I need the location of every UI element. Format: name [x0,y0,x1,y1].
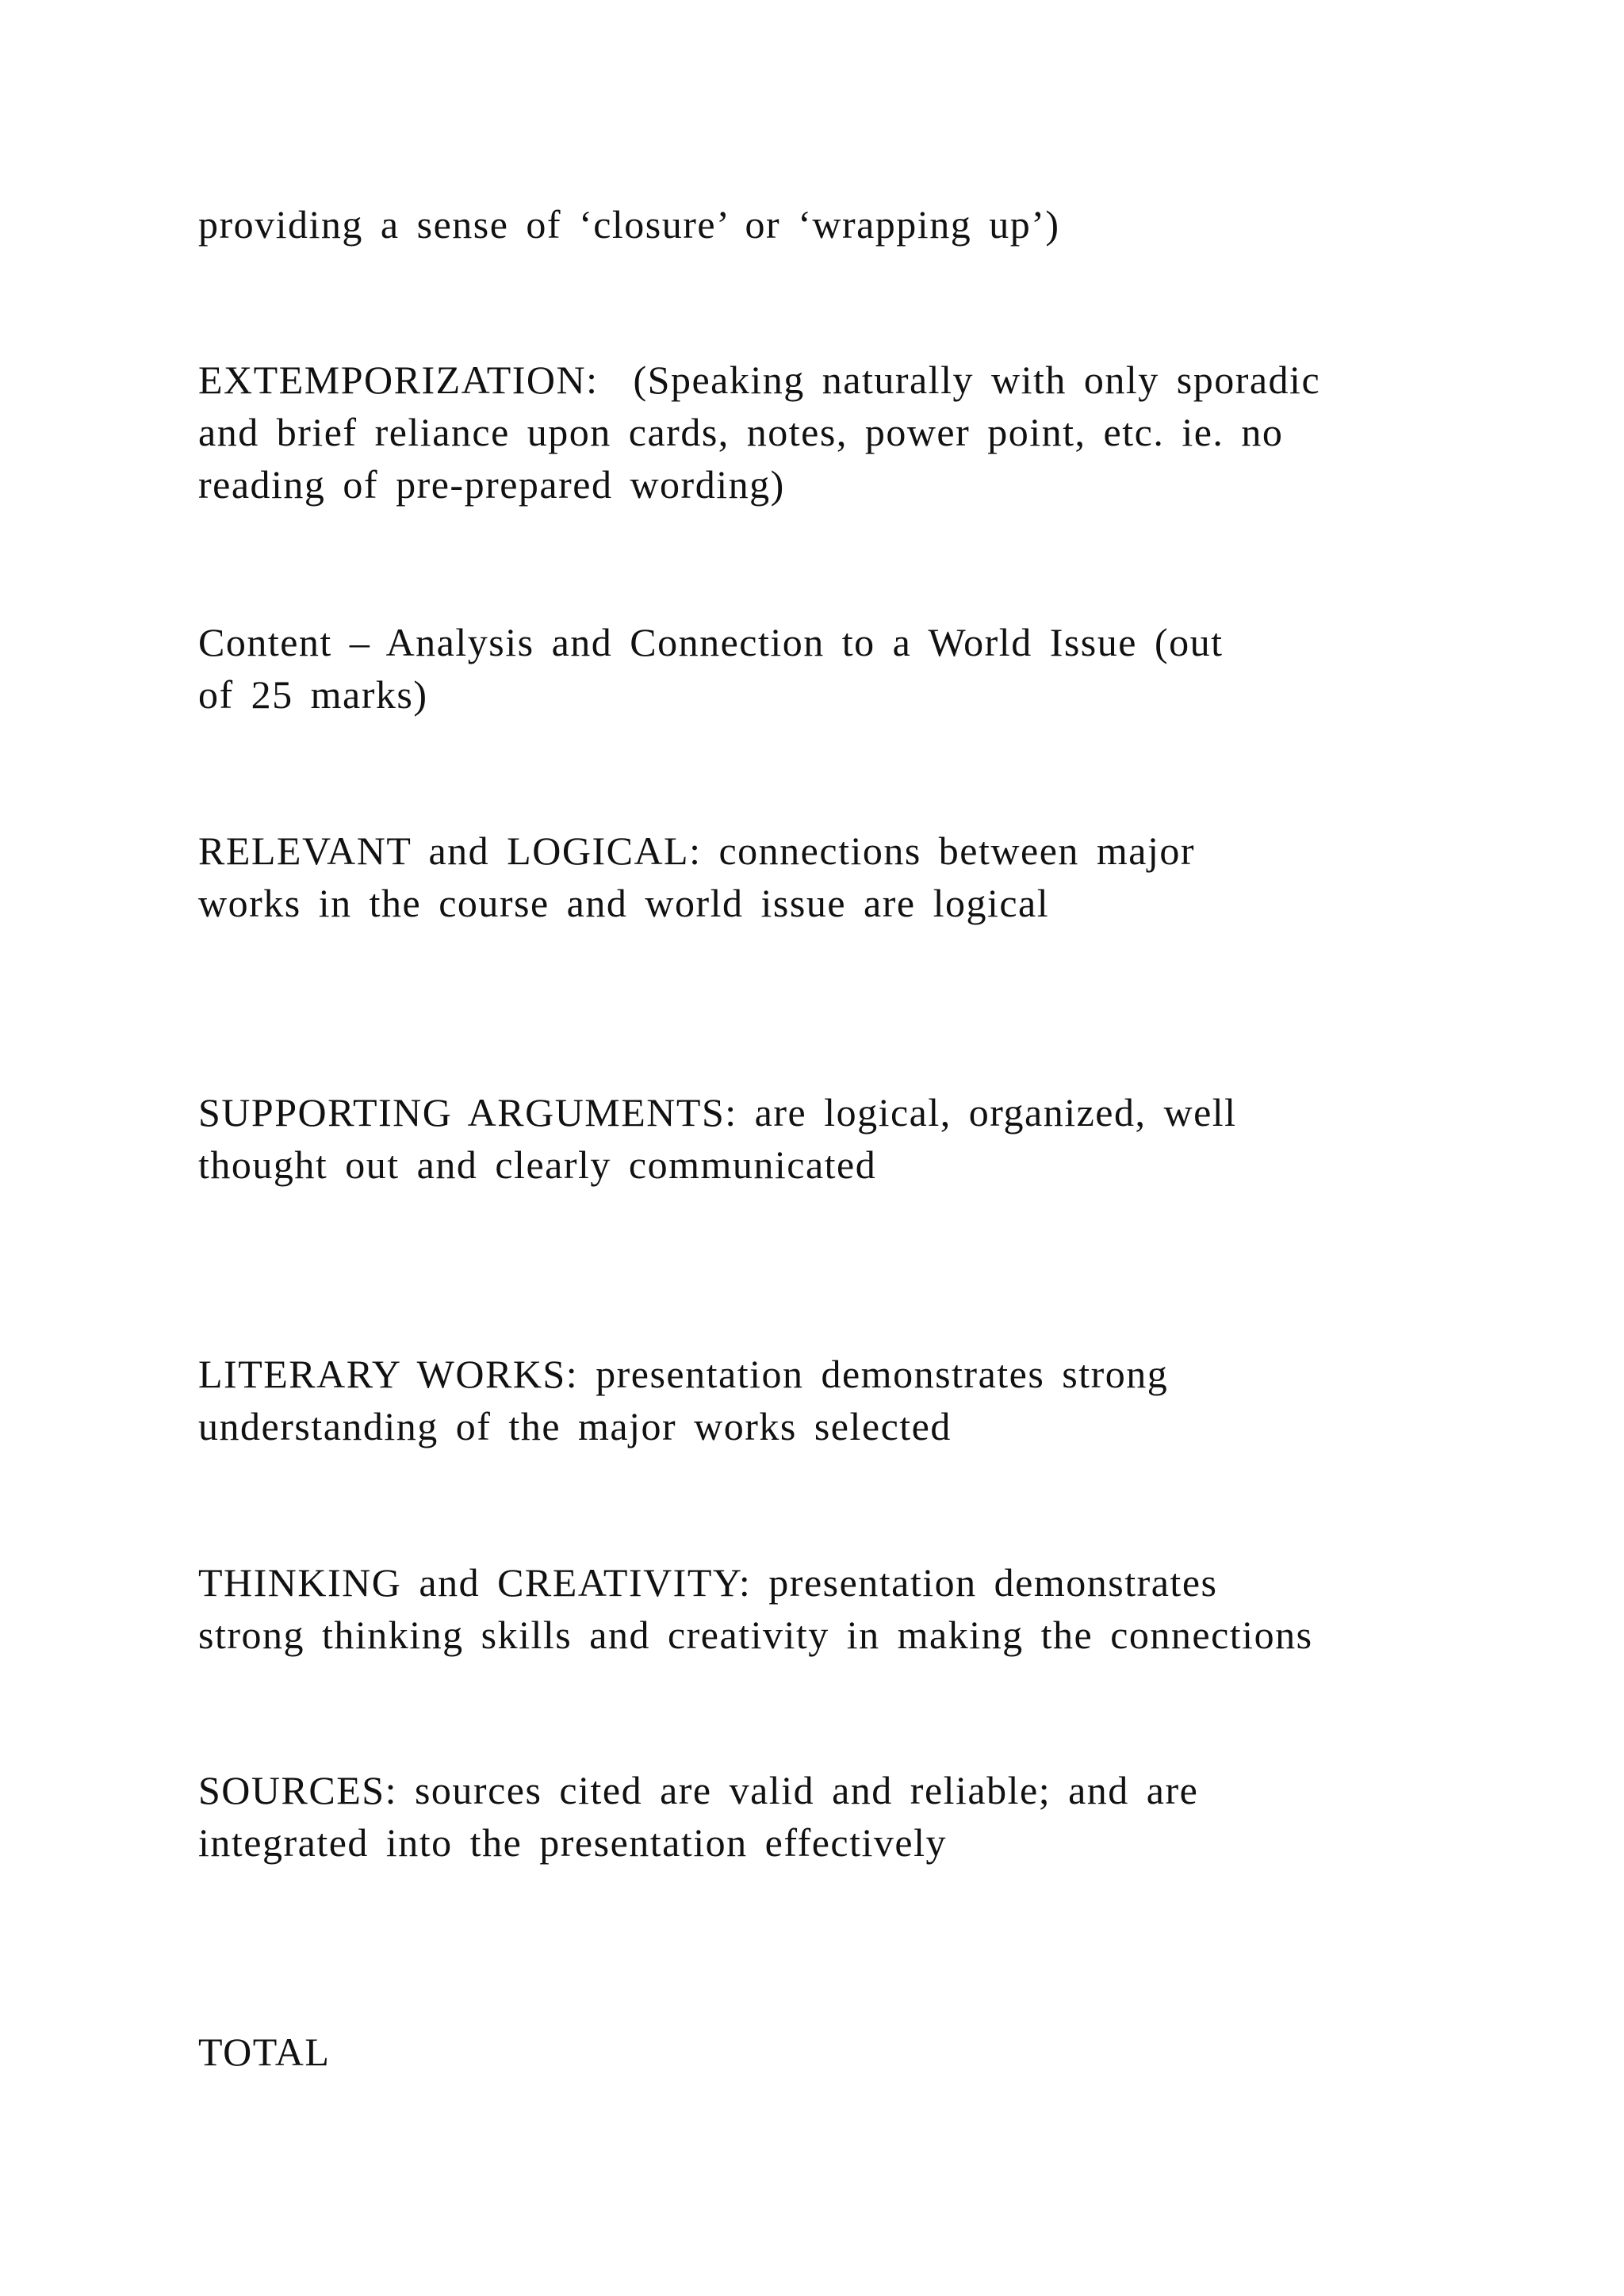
text-line: of 25 marks) [198,672,428,717]
sources-criterion [198,1764,1507,1869]
total-label [198,2026,1507,2078]
text-line: strong thinking skills and creativity in making the connections [198,1613,1313,1657]
text-line: RELEVANT and LOGICAL: connections between major [198,828,1196,873]
closure-text [198,198,1507,251]
text-line: EXTEMPORIZATION: (Speaking naturally with only sporadic [198,358,1321,402]
literary-works-criterion [198,1348,1507,1452]
text-line: understanding of the major works selected [198,1404,952,1448]
supporting-arguments-criterion [198,1086,1507,1191]
text-line: thought out and clearly communicated [198,1142,877,1187]
text-line: SUPPORTING ARGUMENTS: are logical, organized, well [198,1090,1237,1135]
text-line: LITERARY WORKS: presentation demonstrates strong [198,1352,1169,1396]
text-line: THINKING and CREATIVITY: presentation demonstrates [198,1560,1218,1605]
content-section-heading [198,616,1507,721]
relevant-logical-criterion [198,825,1507,929]
text-line: Content – Analysis and Connection to a World Issue (out [198,620,1224,664]
text-line: TOTAL [198,2030,331,2074]
text-line: and brief reliance upon cards, notes, power point, etc. ie. no [198,410,1284,454]
text-line: integrated into the presentation effectively [198,1820,947,1865]
text-line: SOURCES: sources cited are valid and reliable; and are [198,1768,1199,1812]
extemporization-criterion [198,354,1507,511]
text-line: reading of pre-prepared wording) [198,462,785,507]
thinking-creativity-criterion [198,1556,1507,1661]
text-line: works in the course and world issue are logical [198,881,1050,925]
text-line: providing a sense of ‘closure’ or ‘wrapping up’) [198,202,1060,247]
